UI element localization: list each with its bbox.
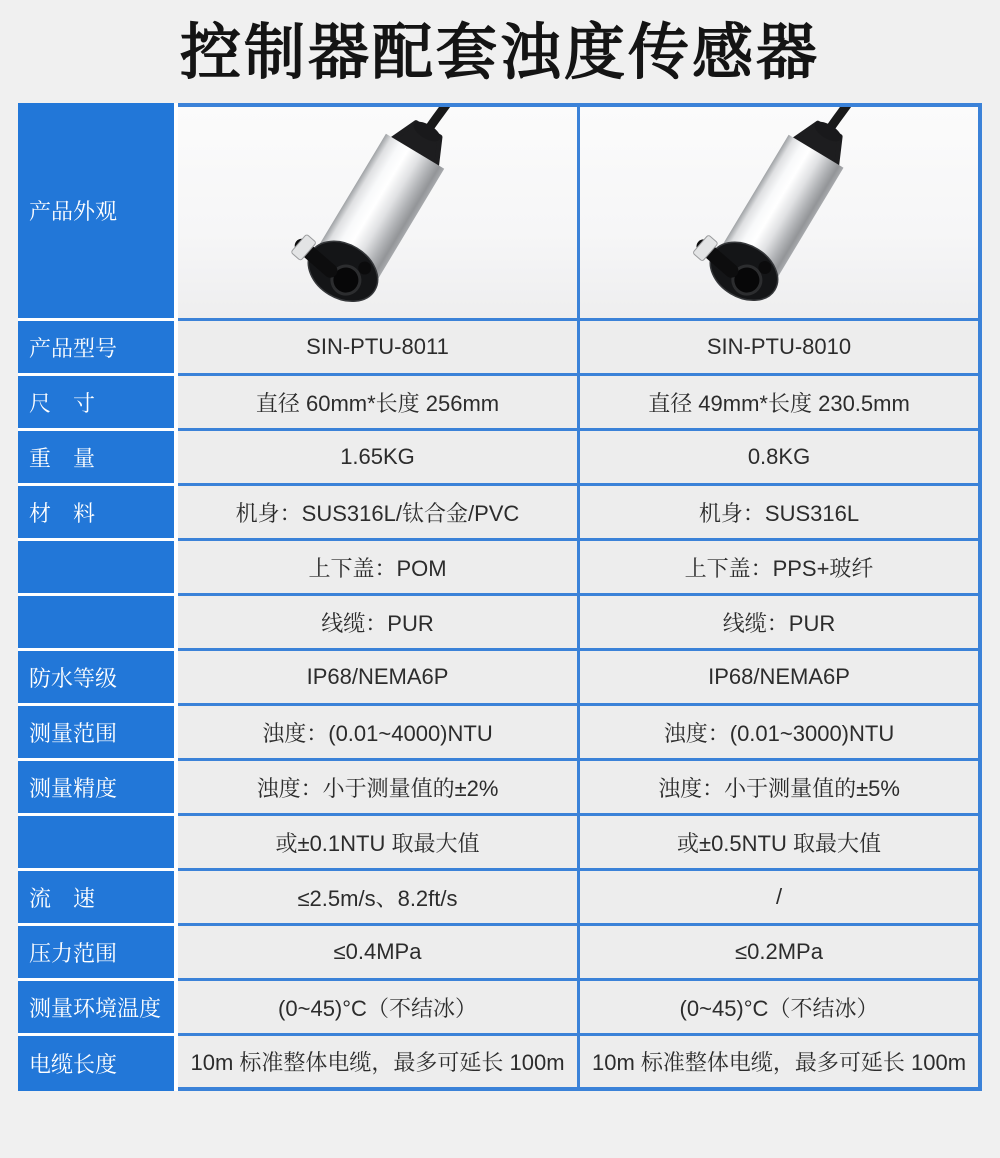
spec-cell-material-body-2: 机身：SUS316L xyxy=(580,486,982,541)
spec-cell-flow-2: / xyxy=(580,871,982,926)
row-label-ambient-temp: 测量环境温度 xyxy=(18,981,178,1036)
spec-cell-dimensions-2: 直径 49mm*长度 230.5mm xyxy=(580,376,982,431)
turbidity-sensor-photo-8011 xyxy=(278,107,478,318)
row-label-weight: 重 量 xyxy=(18,431,178,486)
spec-cell-pressure-2: ≤0.2MPa xyxy=(580,926,982,981)
spec-cell-ambient-temp-2: (0~45)°C（不结冰） xyxy=(580,981,982,1036)
spec-cell-accuracy-max-1: 或±0.1NTU 取最大值 xyxy=(178,816,580,871)
row-label-blank-1 xyxy=(18,541,178,596)
row-label-blank-3 xyxy=(18,816,178,871)
row-label-appearance xyxy=(18,103,178,321)
spec-cell-flow-1: ≤2.5m/s、8.2ft/s xyxy=(178,871,580,926)
row-label-waterproof: 防水等级 xyxy=(18,651,178,706)
spec-cell-range-2: 浊度：(0.01~3000)NTU xyxy=(580,706,982,761)
spec-cell-material-caps-2: 上下盖：PPS+玻纤 xyxy=(580,541,982,596)
spec-cell-material-cable-1: 线缆：PUR xyxy=(178,596,580,651)
spec-cell-material-cable-2: 线缆：PUR xyxy=(580,596,982,651)
spec-cell-model-2: SIN-PTU-8010 xyxy=(580,321,982,376)
spec-cell-ambient-temp-1: (0~45)°C（不结冰） xyxy=(178,981,580,1036)
spec-cell-waterproof-2: IP68/NEMA6P xyxy=(580,651,982,706)
spec-cell-pressure-1: ≤0.4MPa xyxy=(178,926,580,981)
row-label-model: 产品型号 xyxy=(18,321,178,376)
spec-table xyxy=(18,103,982,1091)
row-label-dimensions: 尺 寸 xyxy=(18,376,178,431)
row-label-pressure: 压力范围 xyxy=(18,926,178,981)
row-label-range: 测量范围 xyxy=(18,706,178,761)
row-label-accuracy: 测量精度 xyxy=(18,761,178,816)
page-title: 控制器配套浊度传感器 xyxy=(179,18,820,86)
spec-cell-accuracy-max-2: 或±0.5NTU 取最大值 xyxy=(580,816,982,871)
spec-cell-dimensions-1: 直径 60mm*长度 256mm xyxy=(178,376,580,431)
turbidity-sensor-photo-8010 xyxy=(679,107,879,318)
spec-cell-cable-length-2: 10m 标准整体电缆，最多可延长 100m xyxy=(580,1036,982,1091)
spec-cell-cable-length-1: 10m 标准整体电缆，最多可延长 100m xyxy=(178,1036,580,1091)
row-label-cable-length: 电缆长度 xyxy=(18,1036,178,1091)
row-label-blank-2 xyxy=(18,596,178,651)
row-label-material: 材 料 xyxy=(18,486,178,541)
spec-cell-weight-2: 0.8KG xyxy=(580,431,982,486)
spec-cell-material-body-1: 机身：SUS316L/钛合金/PVC xyxy=(178,486,580,541)
spec-cell-model-1: SIN-PTU-8011 xyxy=(178,321,580,376)
spec-cell-weight-1: 1.65KG xyxy=(178,431,580,486)
spec-cell-material-caps-1: 上下盖：POM xyxy=(178,541,580,596)
spec-cell-range-1: 浊度：(0.01~4000)NTU xyxy=(178,706,580,761)
row-label-flow: 流 速 xyxy=(18,871,178,926)
spec-cell-waterproof-1: IP68/NEMA6P xyxy=(178,651,580,706)
product-photo-cell-8011 xyxy=(178,103,580,321)
spec-cell-accuracy-2: 浊度：小于测量值的±5% xyxy=(580,761,982,816)
product-photo-cell-8010 xyxy=(580,103,982,321)
row-label-text: 产品外观 xyxy=(29,199,118,224)
spec-cell-accuracy-1: 浊度：小于测量值的±2% xyxy=(178,761,580,816)
